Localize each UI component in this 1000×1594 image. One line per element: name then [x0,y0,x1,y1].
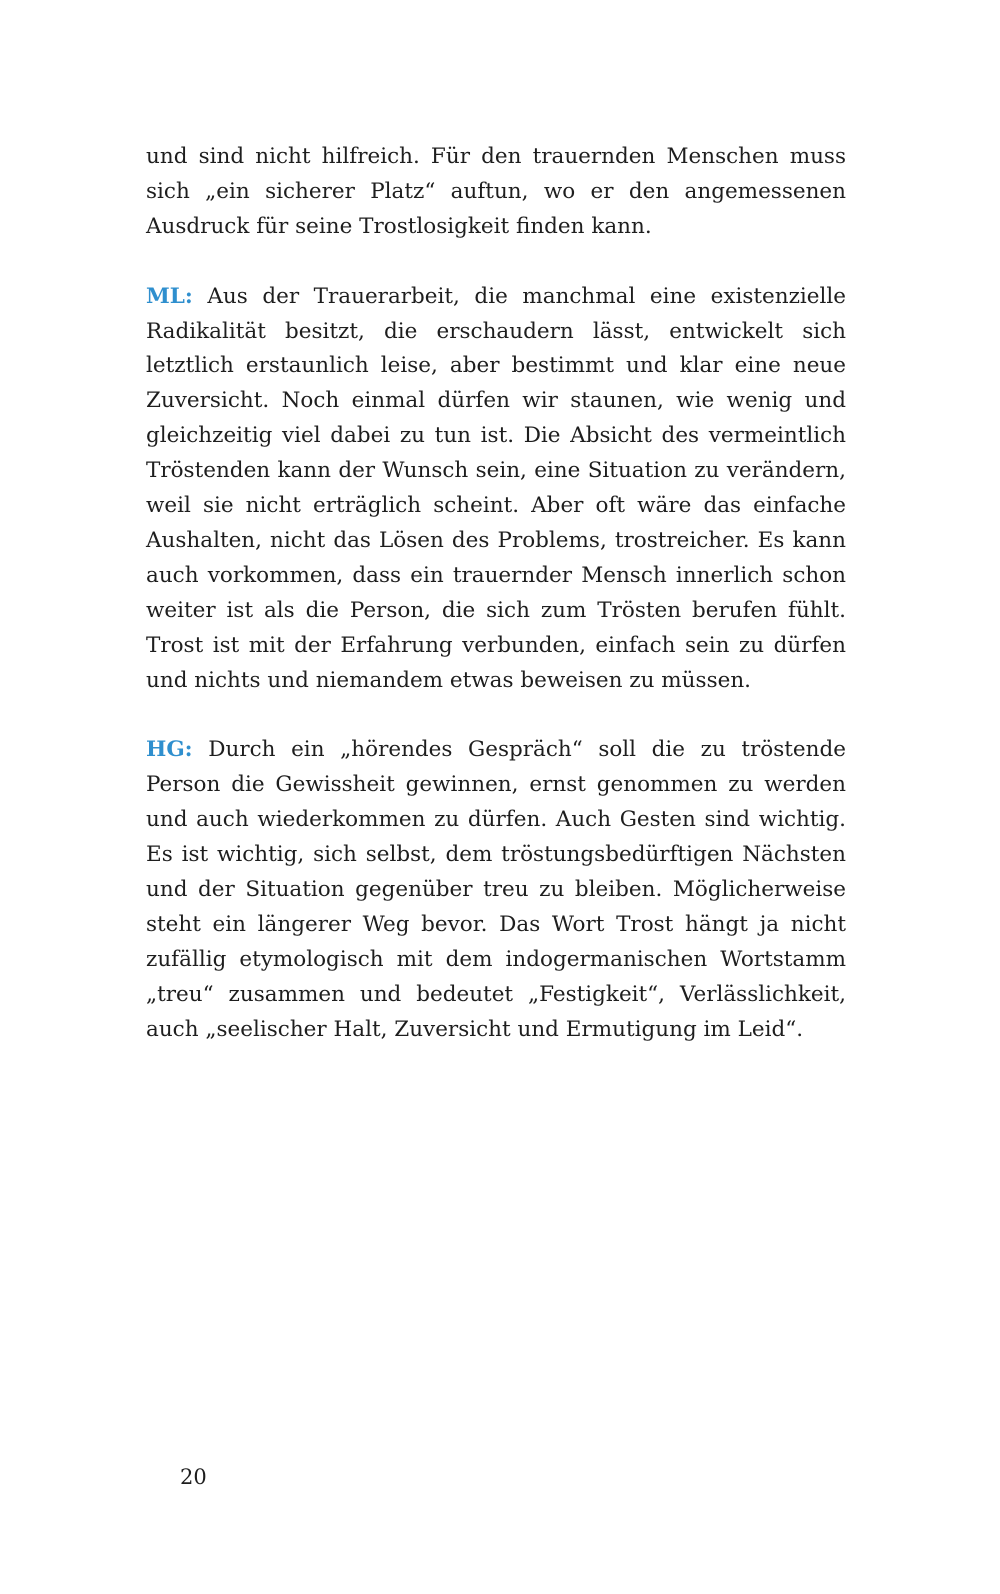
paragraph-text: Aus der Trauerarbeit, die manchmal eine existenzielle Radikalität besitzt, die erschaudern lässt, entwickelt sich letztlich erstaunlich leise, aber bestimmt und klar eine neue Zuversicht. Noch einmal dürfen wir staunen, wie wenig und gleichzeitig viel dabei zu tun ist. Die Absicht des vermeintlich Tröstenden kann der Wunsch sein, eine Situation zu verändern, weil sie nicht erträglich scheint. Aber oft wäre das einfache Aushalten, nicht das Lösen des Problems, trostreicher. Es kann auch vorkommen, dass ein trauernder Mensch innerlich schon weiter ist als die Person, die sich zum Trösten berufen fühlt. Trost ist mit der Erfahrung verbunden, einfach sein zu dürfen und nichts und niemandem etwas beweisen zu müssen. [146,283,846,693]
paragraph-ml [146,280,846,699]
paragraph-continuation [146,140,846,245]
paragraph-hg [146,733,846,1047]
speaker-label-ml: ML: [146,283,193,309]
page-number: 20 [180,1465,207,1489]
speaker-label-hg: HG: [146,737,193,763]
paragraph-text: Durch ein „hörendes Gespräch“ soll die zu tröstende Person die Gewissheit gewinnen, ernst genommen zu werden und auch wiederkommen zu dürfen. Auch Gesten sind wichtig. Es ist wichtig, sich selbst, dem tröstungsbedürftigen Nächsten und der Situation gegenüber treu zu bleiben. Möglicherweise steht ein längerer Weg bevor. Das Wort Trost hängt ja nicht zufällig etymologisch mit dem indogermanischen Wortstamm „treu“ zusammen und bedeutet „Festigkeit“, Verlässlichkeit, auch „seelischer Halt, Zuversicht und Ermutigung im Leid“. [146,737,846,1042]
page-body [146,140,846,1048]
paragraph-text: und sind nicht hilfreich. Für den trauernden Menschen muss sich „ein sicherer Platz“ auftun, wo er den angemessenen Ausdruck für seine Trostlosigkeit finden kann. [146,144,846,239]
